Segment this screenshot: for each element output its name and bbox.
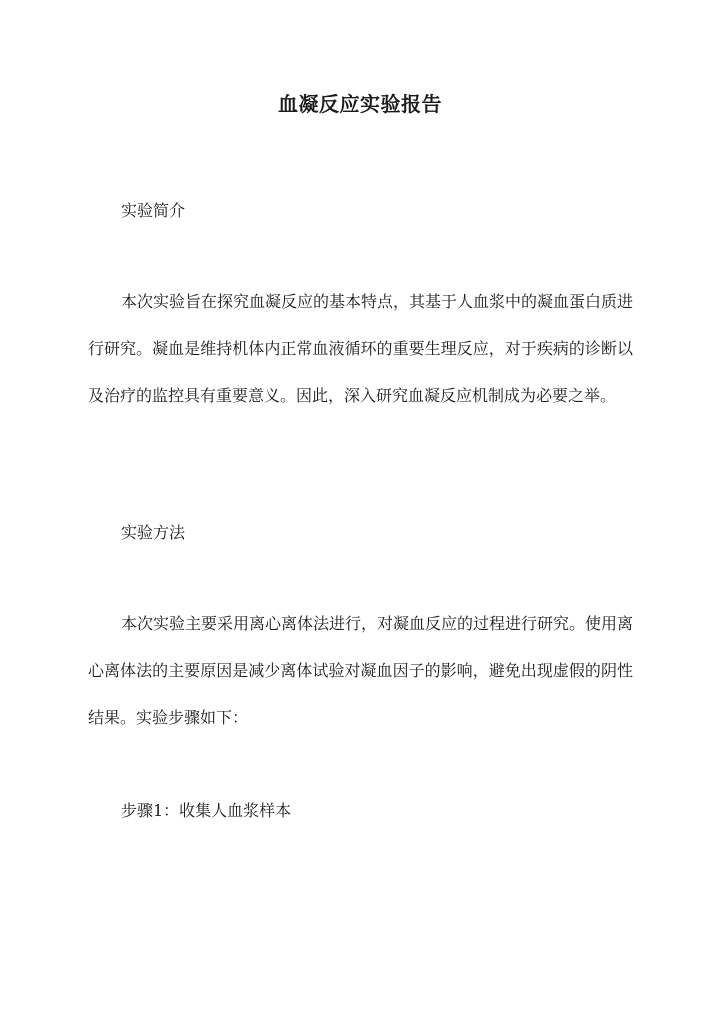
section-paragraph-method: 本次实验主要采用离心离体法进行，对凝血反应的过程进行研究。使用离心离体法的主要原因是减少离体试验对凝血因子的影响，避免出现虚假的阴性结果。实验步骤如下： <box>88 614 634 727</box>
document-title: 血凝反应实验报告 <box>278 92 442 116</box>
step-1-heading: 步骤1：收集人血浆样本 <box>121 801 292 820</box>
section-heading-intro: 实验简介 <box>121 201 186 220</box>
section-heading-method: 实验方法 <box>121 523 186 542</box>
section-paragraph-intro: 本次实验旨在探究血凝反应的基本特点，其基于人血浆中的凝血蛋白质进行研究。凝血是维持机体内正常血液循环的重要生理反应，对于疾病的诊断以及治疗的监控具有重要意义。因此，深入研究血凝反应机制成为必要之举。 <box>88 292 634 405</box>
